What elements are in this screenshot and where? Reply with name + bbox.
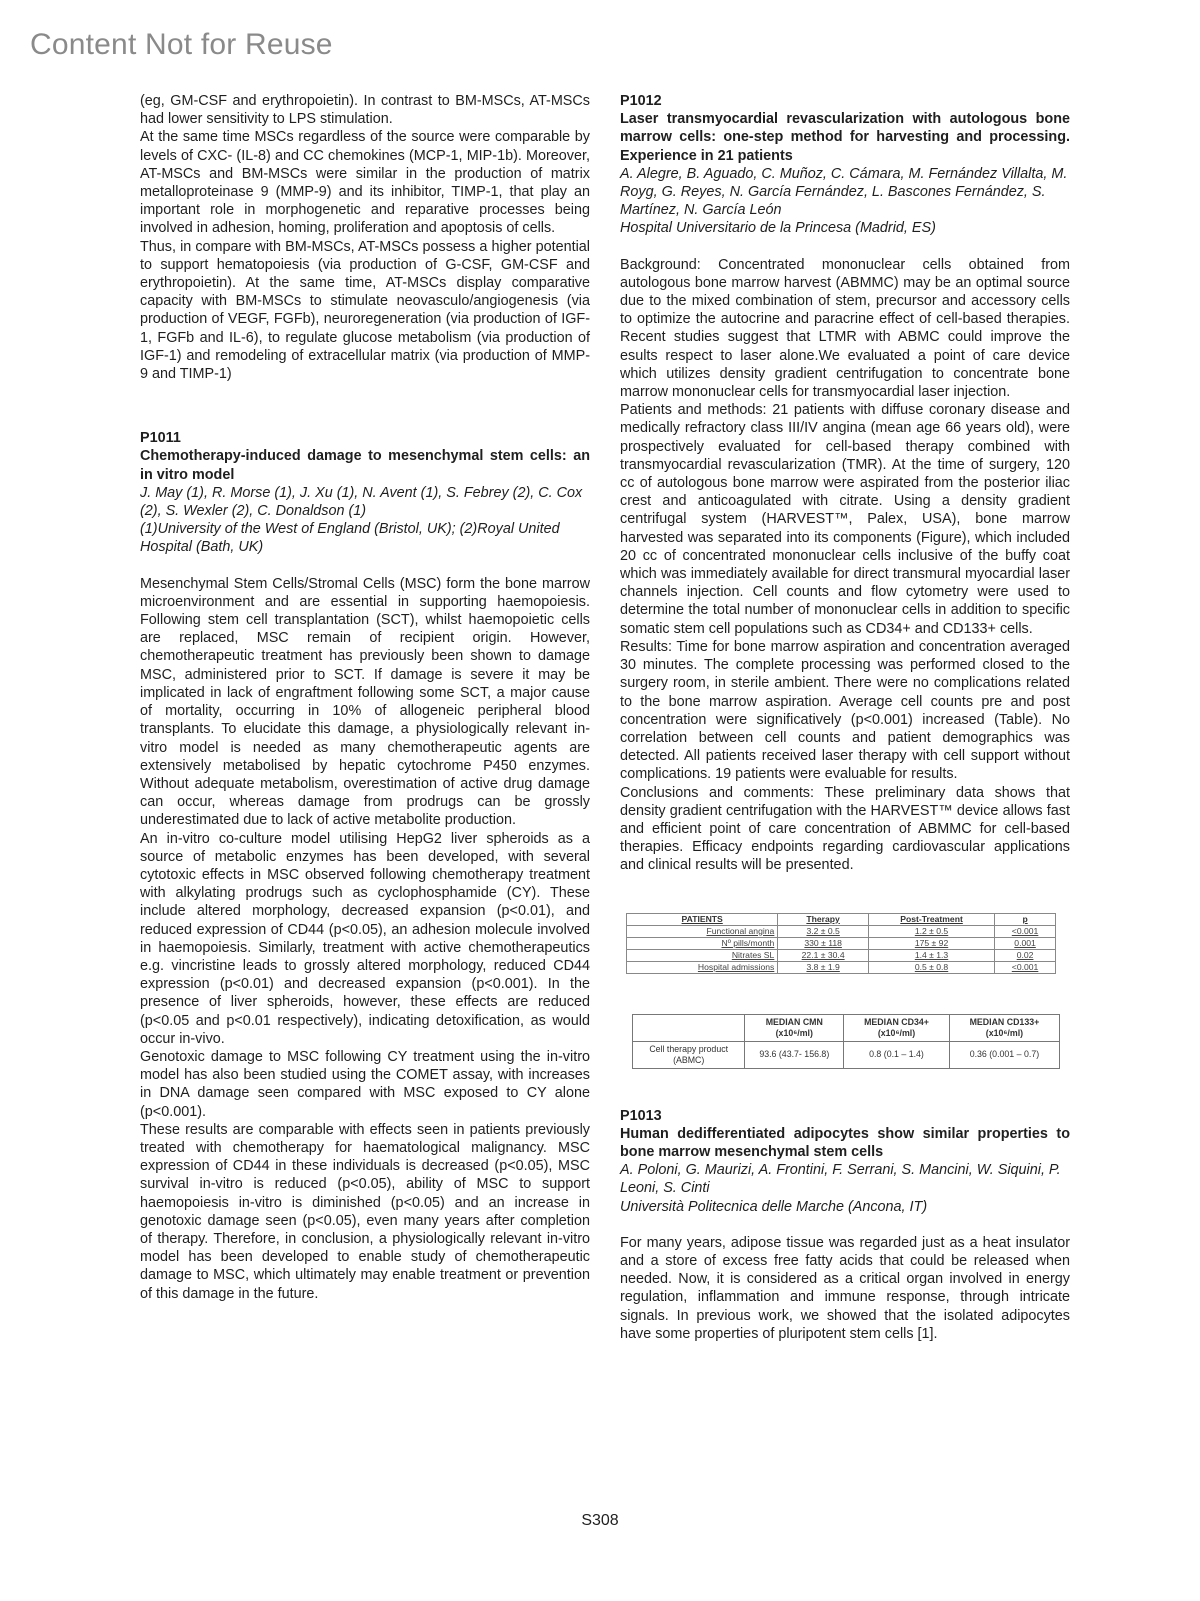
table-cell: 22.1 ± 30.4: [778, 949, 869, 961]
abstract-affiliation: (1)University of the West of England (Bristol, UK); (2)Royal United Hospital (Bath, UK): [140, 521, 560, 556]
table-cell: 1.4 ± 1.3: [868, 949, 994, 961]
results-table: [626, 913, 1056, 974]
watermark: Content Not for Reuse: [30, 28, 333, 61]
table-header-cell: MEDIAN CMN (x10⁶/ml): [745, 1014, 844, 1041]
table-header-row: [633, 1014, 1060, 1041]
table-cell: 3.2 ± 0.5: [778, 925, 869, 937]
table-row: [627, 937, 1056, 949]
left-column: [140, 92, 590, 1303]
table-cell: 93.6 (43.7- 156.8): [745, 1041, 844, 1068]
table-row: [627, 961, 1056, 973]
table-header-row: [627, 913, 1056, 925]
table-cell: 0.001: [995, 937, 1056, 949]
table-cell: Functional angina: [627, 925, 778, 937]
page-number: S308: [581, 1512, 619, 1529]
body-paragraph: These results are comparable with effects seen in patients previously treated with chemotherapy for haematological malignancy. MSC expression of CD44 in these individuals is decreased (p<0.05), MSC survival in-vitro is reduced (p<0.05), ability of MSC to support haemopoiesis in-vitro is diminished (p<0.05) and an increase in genotoxic damage seen (p<0.05), even many years after completion of therapy. Therefore, in conclusion, a physiologically relevant in-vitro model has been developed to enable study of chemotherapeutic damage to MSC, which ultimately may enable treatment or prevention of this damage in the future.: [140, 1121, 590, 1302]
body-paragraph: Genotoxic damage to MSC following CY treatment using the in-vitro model has also been studied using the COMET assay, with increases in DNA damage seen compared with MSC exposed to CY alone (p<0.001).: [140, 1048, 590, 1120]
table-header-cell: MEDIAN CD133+ (x10⁶/ml): [949, 1014, 1059, 1041]
body-paragraph: An in-vitro co-culture model utilising HepG2 liver spheroids as a source of metabolic enzymes has been developed, with several cytotoxic effects in MSC observed following chemotherapy treatment with alkylating prodrugs such as cyclophosphamide (CY). These include altered morphology, decreased expansion (p<0.01), and reduced expression of CD44 (p<0.05), an adhesion molecule involved in haemopoiesis. Similarly, treatment with active chemotherapeutics e.g. vincristine leads to grossly altered morphology, reduced CD44 expression (p<0.01) and decreased expansion (p<0.001). In the presence of liver spheroids, however, these effects are reduced (p<0.05 and p<0.01 respectively), indicating detoxification, as would occur in-vivo.: [140, 830, 590, 1047]
table-cell: 3.8 ± 1.9: [778, 961, 869, 973]
table-row: [627, 925, 1056, 937]
table-header-cell: [633, 1014, 745, 1041]
body-paragraph: Results: Time for bone marrow aspiration and concentration averaged 30 minutes. The complete processing was performed closed to the surgery room, in sterile ambient. There were no complications related to the bone marrow aspiration. Average cell counts pre and post concentration were significatively (p<0.001) increased (Table). No correlation between cell counts and patient demographics was detected. All patients received laser therapy with cell support without complications. 19 patients were evaluable for results.: [620, 638, 1070, 783]
table-cell: Cell therapy product (ABMC): [633, 1041, 745, 1068]
table-cell: 330 ± 118: [778, 937, 869, 949]
table-cell: 1.2 ± 0.5: [868, 925, 994, 937]
abstract-authors: A. Alegre, B. Aguado, C. Muñoz, C. Cámara, M. Fernández Villalta, M. Royg, G. Reyes, N. García Fernández, L. Bascones Fernández, S. Martínez, N. García León: [620, 165, 1068, 219]
table-header-cell: MEDIAN CD34+ (x10⁶/ml): [844, 1014, 950, 1041]
body-paragraph: Thus, in compare with BM-MSCs, AT-MSCs possess a higher potential to support hematopoiesis (via production of G-CSF, GM-CSF and erythropoietin). At the same time, AT-MSCs display comparative capacity with BM-MSCs to stimulate neovasculo/angiogenesis (via production of VEGF, FGFb), neuroregeneration (via production of IGF-1, FGFb and IL-6), to regulate glucose metabolism (via production of IGF-1) and remodeling of extracellular matrix (via production of MMP-9 and TIMP-1): [140, 238, 590, 383]
body-paragraph: Mesenchymal Stem Cells/Stromal Cells (MSC) form the bone marrow microenvironment and are essential in supporting haemopoiesis. Following stem cell transplantation (SCT), whilst haemopoietic cells are replaced, MSC remain of recipient origin. However, chemotherapeutic treatment has previously been shown to damage MSC, administered prior to SCT. If damage is severe it may be implicated in lack of engraftment following some SCT, a major cause of mortality, occurring in 10% of allogeneic peripheral blood transplants. To elucidate this damage, a physiologically relevant in-vitro model is needed as many chemotherapeutic agents are extensively metabolised by hepatic cytochrome P450 enzymes. Without adequate metabolism, overestimation of active drug damage can occur, whereas damage from prodrugs can be grossly underestimated due to lack of active metabolite production.: [140, 575, 590, 829]
table-cell: 175 ± 92: [868, 937, 994, 949]
table-cell: 0.36 (0.001 – 0.7): [949, 1041, 1059, 1068]
table-cell: 0.02: [995, 949, 1056, 961]
cell-count-table: [632, 1014, 1060, 1069]
abstract-affiliation: Università Politecnica delle Marche (Ancona, IT): [620, 1198, 928, 1215]
table-header-cell: PATIENTS: [627, 913, 778, 925]
table-header-cell: Post-Treatment: [868, 913, 994, 925]
table-row: [633, 1041, 1060, 1068]
table-cell: 0.5 ± 0.8: [868, 961, 994, 973]
abstract-id: P1013: [620, 1107, 662, 1124]
abstract-title: Laser transmyocardial revascularization with autologous bone marrow cells: one-step method for harvesting and processing. Experience in 21 patients: [620, 111, 1070, 164]
table-header-cell: Therapy: [778, 913, 869, 925]
abstract-id: P1012: [620, 93, 662, 109]
body-paragraph: For many years, adipose tissue was regarded just as a heat insulator and a store of excess free fatty acids that could be released when needed. Now, it is considered as a critical organ involved in energy regulation, inflammation and immune response, through intricate signals. In previous work, we showed that the isolated adipocytes have some properties of pluripotent stem cells [1].: [620, 1234, 1070, 1342]
table-row: [627, 949, 1056, 961]
table-cell: <0.001: [995, 925, 1056, 937]
abstract-id: P1011: [140, 430, 181, 447]
table-cell: Nitrates SL: [627, 949, 778, 961]
abstract-title: Human dedifferentiated adipocytes show similar properties to bone marrow mesenchymal stem cells: [620, 1125, 1070, 1160]
body-paragraph: Background: Concentrated mononuclear cells obtained from autologous bone marrow harvest (ABMMC) may be an optimal source due to the mixed combination of stem, precursor and accessory cells to optimize the autocrine and paracrine effect of cell-based therapies. Recent studies suggest that LTMR with ABMC could improve the esults respect to laser alone.We evaluated a point of care device which utilizes density gradient centrifugation to concentrate bone marrow mononuclear cells for transmyocardial laser injection.: [620, 256, 1070, 401]
body-paragraph: Patients and methods: 21 patients with diffuse coronary disease and medically refractory class III/IV angina (mean age 66 years old), were prospectively evaluated for cell-based therapy combined with transmyocardial revascularization (TMR). At the time of surgery, 120 cc of autologous bone marrow were aspirated from the posterior iliac crest and anticoagulated with citrate. Using a density gradient centrifugal system (HARVEST™, Palex, USA), bone marrow harvested was separated into its components (Figure), which included 20 cc of concentrated mononuclear cells inclusive of the buffy coat which was immediately available for direct transmural myocardial laser channels injection. Cell counts and flow cytometry were used to determine the total number of mononuclear cells in addition to specific somatic stem cell populations such as CD34+ and CD133+ cells.: [620, 402, 1070, 637]
body-paragraph: (eg, GM-CSF and erythropoietin). In contrast to BM-MSCs, AT-MSCs had lower sensitivity to LPS stimulation.: [140, 93, 590, 128]
table-cell: Hospital admissions: [627, 961, 778, 973]
abstract-affiliation: Hospital Universitario de la Princesa (Madrid, ES): [620, 220, 936, 237]
right-column: [620, 92, 1070, 1343]
table-cell: <0.001: [995, 961, 1056, 973]
table-cell: Nº pills/month: [627, 937, 778, 949]
body-paragraph: At the same time MSCs regardless of the source were comparable by levels of CXC- (IL-8) and CC chemokines (MCP-1, MIP-1b). Moreover, AT-MSCs and BM-MSCs were similar in the production of matrix metalloproteinase 9 (MMP-9) and its inhibitor, TIMP-1, that play an important role in morphogenetic and reparative processes being involved in adhesion, homing, proliferation and apoptosis of cells.: [140, 129, 590, 237]
abstract-authors: A. Poloni, G. Maurizi, A. Frontini, F. Serrani, S. Mancini, W. Siquini, P. Leoni, S. Cinti: [620, 1162, 1061, 1197]
body-paragraph: Conclusions and comments: These preliminary data shows that density gradient centrifugation with the HARVEST™ device allows fast and efficient point of care concentration of ABMMC for cell-based therapies. Efficacy endpoints regarding cardiovascular applications and clinical results will be presented.: [620, 784, 1070, 874]
table-cell: 0.8 (0.1 – 1.4): [844, 1041, 950, 1068]
abstract-title: Chemotherapy-induced damage to mesenchymal stem cells: an in vitro model: [140, 448, 590, 483]
abstract-authors: J. May (1), R. Morse (1), J. Xu (1), N. Avent (1), S. Febrey (2), C. Cox (2), S. Wexler (2), C. Donaldson (1): [140, 484, 583, 520]
table-header-cell: p: [995, 913, 1056, 925]
